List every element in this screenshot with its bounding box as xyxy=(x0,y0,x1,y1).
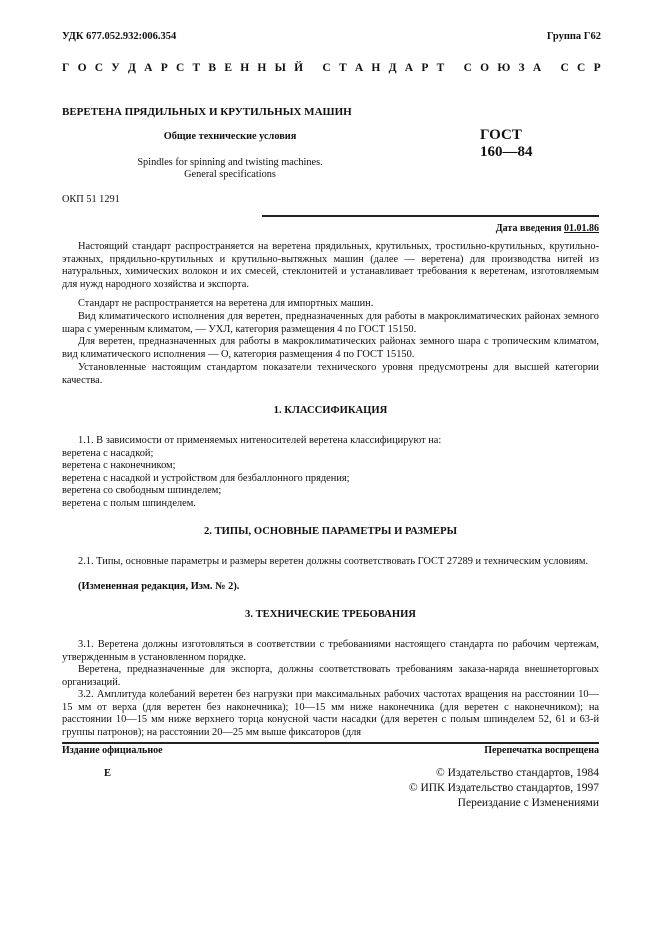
standard-line-letter: С xyxy=(560,62,569,74)
edition-letter: Е xyxy=(104,768,112,779)
standard-line-letter: В xyxy=(208,62,217,74)
standard-line-letter: А xyxy=(144,62,153,74)
document-subtitle: Общие технические условия xyxy=(163,131,297,142)
standard-line-letter: Н xyxy=(240,62,250,74)
standard-line-letter: С xyxy=(175,62,185,74)
classification-item: веретена с насадкой и устройством для безбаллонного прядения; xyxy=(62,473,350,484)
standard-line-letter: Т xyxy=(192,62,201,74)
classification-item: веретена со свободным шпинделем; xyxy=(62,485,222,496)
standard-line-letter: Е xyxy=(224,62,232,74)
standard-line-letter: Н xyxy=(371,62,381,74)
standard-line-letter: А xyxy=(532,62,542,74)
gost-label: ГОСТ xyxy=(480,127,522,143)
standard-line-letter: Д xyxy=(127,62,136,74)
classification-item: веретена с наконечником; xyxy=(62,460,176,471)
intro-paragraph-1: Настоящий стандарт распространяется на веретена прядильных, крутильных, тростильно-крутильных, крутильно-этажных, прядильно-крутильных и крутильно-вытяжных машин (далее — веретена) для производства нитей из натуральных, химических волокон и их смесей, стеклонитей и устанавливает требования к веретенам, изготовляемым для нужд народного хозяйства и экспорта. xyxy=(62,241,599,290)
intro-date xyxy=(496,223,599,234)
title-rule xyxy=(262,215,599,217)
standard-line xyxy=(62,62,601,74)
section-1-lead: 1.1. В зависимости от применяемых нитеносителей веретена классифицируют на: xyxy=(78,435,442,446)
copyright-2: © ИПК Издательство стандартов, 1997 xyxy=(408,782,599,794)
standard-line-letter xyxy=(452,62,455,74)
standard-line-letter: Р xyxy=(160,62,168,74)
standard-line-letter: Р xyxy=(593,62,601,74)
section-3-paragraph-2: Веретена, предназначенные для экспорта, должны соответствовать требованиям заказа-наряда внешнеторговых организаций. xyxy=(62,664,599,688)
standard-line-letter: С xyxy=(463,62,472,74)
standard-line-letter: А xyxy=(354,62,364,74)
intro-date-label: Дата введения xyxy=(495,223,562,234)
standard-line-letter: Т xyxy=(338,62,347,74)
title-english-line-1: Spindles for spinning and twisting machines. xyxy=(137,157,323,168)
reissue-note: Переиздание с Изменениями xyxy=(457,797,599,809)
standard-line-letter: С xyxy=(94,62,104,74)
group-code: Группа Г62 xyxy=(546,31,601,42)
standard-line-letter: С xyxy=(577,62,586,74)
standard-line-letter: О xyxy=(77,62,87,74)
standard-line-letter xyxy=(549,62,552,74)
standard-line-letter xyxy=(311,62,314,74)
reprint-prohibited: Перепечатка воспрещена xyxy=(484,745,599,756)
standard-line-letter: С xyxy=(322,62,331,74)
standard-line-letter: Р xyxy=(421,62,429,74)
classification-item: веретена с насадкой; xyxy=(62,448,154,459)
section-3-heading: 3. ТЕХНИЧЕСКИЕ ТРЕБОВАНИЯ xyxy=(245,609,416,620)
okp-code: ОКП 51 1291 xyxy=(62,194,120,205)
intro-paragraph-2: Стандарт не распространяется на веретена для импортных машин. xyxy=(78,298,374,309)
official-edition: Издание официальное xyxy=(62,745,163,756)
standard-line-letter: Д xyxy=(388,62,397,74)
section-2-text: 2.1. Типы, основные параметры и размеры веретен должны соответствовать ГОСТ 27289 и техническим условиям. xyxy=(78,556,589,567)
gost-number: 160—84 xyxy=(480,144,533,160)
standard-line-letter: Т xyxy=(436,62,445,74)
section-2-heading: 2. ТИПЫ, ОСНОВНЫЕ ПАРАМЕТРЫ И РАЗМЕРЫ xyxy=(204,526,457,537)
standard-line-letter: О xyxy=(480,62,490,74)
standard-line-letter: Г xyxy=(62,62,70,74)
intro-paragraph-5: Установленные настоящим стандартом показатели технического уровня предусмотрены для высшей категории качества. xyxy=(62,362,599,386)
udc-code: УДК 677.052.932:006.354 xyxy=(62,31,177,42)
section-1-heading: 1. КЛАССИФИКАЦИЯ xyxy=(273,405,388,416)
section-3-paragraph-3: 3.2. Амплитуда колебаний веретен без нагрузки при максимальных рабочих частотах вращения на расстоянии 10—15 мм от верха (для веретен без наконечника); 10—15 мм ниже наконечника (для веретен с наконечником); на расстоянии 10—15 мм ниже верхнего торца конусной части насадки (для веретен с полым шпинделем 52, 61 и 63-й группы патронов); на расстоянии 20—25 мм выше фиксаторов (для xyxy=(62,689,599,738)
copyright-1: © Издательство стандартов, 1984 xyxy=(435,767,599,779)
classification-item: веретена с полым шпинделем. xyxy=(62,498,196,509)
intro-paragraph-3: Вид климатического исполнения для веретен, предназначенных для работы в макроклиматических районах земного шара с умеренным климатом, — УХЛ, категория размещения 4 по ГОСТ 15150. xyxy=(62,311,599,335)
standard-line-letter: Н xyxy=(257,62,267,74)
standard-line-letter: Ы xyxy=(274,62,286,74)
section-2-amendment-note: (Измененная редакция, Изм. № 2). xyxy=(78,581,240,592)
footer-rule xyxy=(62,742,599,744)
title-english-line-2: General specifications xyxy=(184,169,276,180)
intro-date-value: 01.01.86 xyxy=(564,223,599,234)
intro-paragraph-4: Для веретен, предназначенных для работы в макроклиматических районах земного шара с тропическим климатом, вид климатического исполнения — О, категория размещения 4 по ГОСТ 15150. xyxy=(62,336,599,360)
standard-line-letter: Й xyxy=(294,62,304,74)
section-3-paragraph-1: 3.1. Веретена должны изготовляться в соответствии с требованиями настоящего стандарта по рабочим чертежам, утвержденным в установленном порядке. xyxy=(62,639,599,663)
standard-line-letter: У xyxy=(111,62,120,74)
standard-line-letter: А xyxy=(404,62,414,74)
document-title: ВЕРЕТЕНА ПРЯДИЛЬНЫХ И КРУТИЛЬНЫХ МАШИН xyxy=(62,106,352,118)
standard-line-letter: Ю xyxy=(497,62,511,74)
standard-line-letter: З xyxy=(518,62,525,74)
